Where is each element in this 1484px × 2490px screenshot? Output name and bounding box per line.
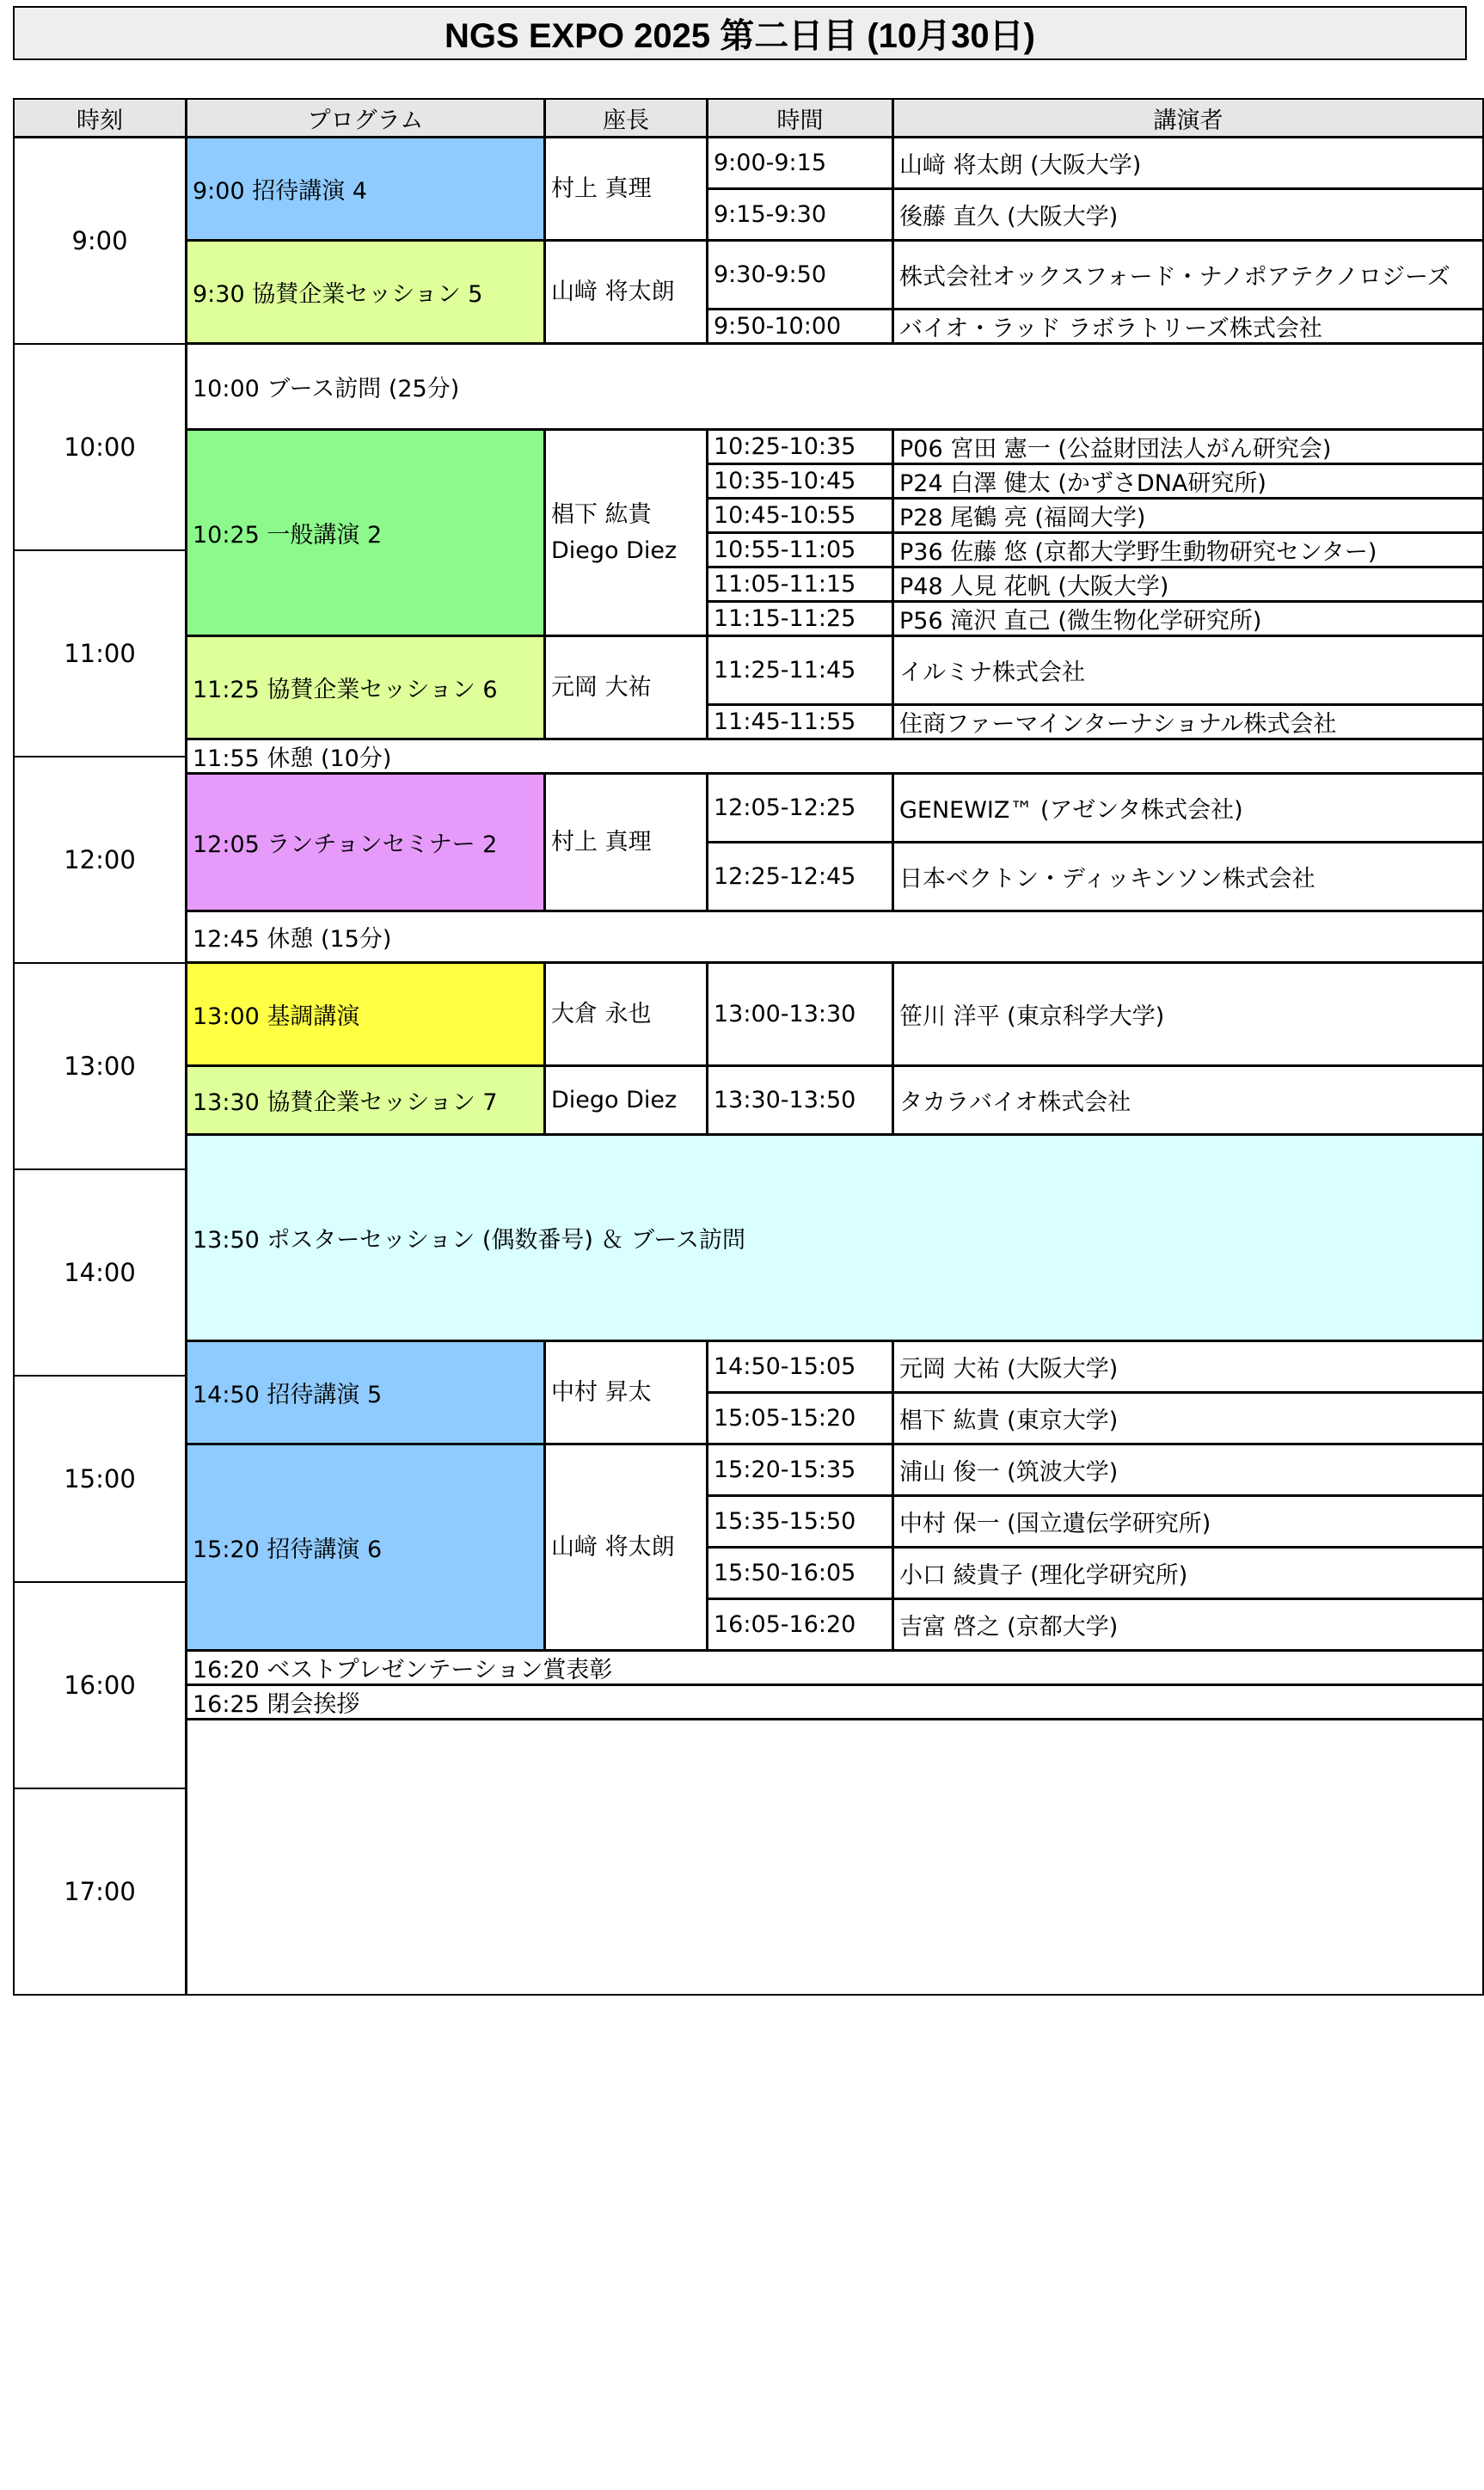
talk-time: 11:05-11:15 <box>707 567 893 602</box>
talk-speaker: P48 人見 花帆 (大阪大学) <box>892 567 1484 602</box>
header-slot: 時間 <box>707 98 893 138</box>
program-invited-lecture-6: 15:20 招待講演 6 <box>186 1444 545 1651</box>
talk-time: 9:15-9:30 <box>707 188 893 241</box>
talk-speaker: P24 白澤 健太 (かずさDNA研究所) <box>892 463 1484 499</box>
talk-time: 12:05-12:25 <box>707 773 893 843</box>
chair-name: 山﨑 将太朗 <box>551 278 675 305</box>
chair-name: 元岡 大祐 <box>551 673 652 701</box>
talk-time: 10:55-11:05 <box>707 532 893 567</box>
talk-speaker: 日本ベクトン・ディッキンソン株式会社 <box>892 842 1484 911</box>
hour-cell: 14:00 <box>13 1168 187 1377</box>
program-general-lecture-2: 10:25 一般講演 2 <box>186 429 545 636</box>
talk-time: 10:35-10:45 <box>707 463 893 499</box>
talk-speaker: 吉富 啓之 (京都大学) <box>892 1598 1484 1651</box>
page-title: NGS EXPO 2025 第二日目 (10月30日) <box>13 6 1467 60</box>
talk-time: 9:00-9:15 <box>707 137 893 189</box>
chair-name: 椙下 紘貴 <box>551 500 652 528</box>
chair-cell <box>544 137 708 241</box>
chair-name: 村上 真理 <box>551 828 652 856</box>
program-award-ceremony: 16:20 ベストプレゼンテーション賞表彰 <box>186 1650 1484 1685</box>
program-break: 12:45 休憩 (15分) <box>186 911 1484 963</box>
talk-speaker: 中村 保一 (国立遺伝学研究所) <box>892 1495 1484 1548</box>
program-sponsor-session-7: 13:30 協賛企業セッション 7 <box>186 1065 545 1135</box>
chair-cell <box>544 1340 708 1444</box>
header-program: プログラム <box>186 98 545 138</box>
talk-speaker: P06 宮田 憲一 (公益財団法人がん研究会) <box>892 429 1484 464</box>
talk-time: 10:45-10:55 <box>707 498 893 533</box>
talk-speaker: 椙下 紘貴 (東京大学) <box>892 1392 1484 1444</box>
program-invited-lecture-5: 14:50 招待講演 5 <box>186 1340 545 1444</box>
talk-time: 15:35-15:50 <box>707 1495 893 1548</box>
hour-cell: 10:00 <box>13 343 187 551</box>
talk-speaker: 小口 綾貴子 (理化学研究所) <box>892 1547 1484 1599</box>
talk-speaker: GENEWIZ™ (アゼンタ株式会社) <box>892 773 1484 843</box>
talk-speaker: イルミナ株式会社 <box>892 635 1484 705</box>
talk-time: 15:50-16:05 <box>707 1547 893 1599</box>
header-time: 時刻 <box>13 98 187 138</box>
header-chair: 座長 <box>544 98 708 138</box>
talk-time: 9:30-9:50 <box>707 240 893 310</box>
talk-speaker: P28 尾鶴 亮 (福岡大学) <box>892 498 1484 533</box>
talk-time: 15:20-15:35 <box>707 1444 893 1496</box>
talk-time: 15:05-15:20 <box>707 1392 893 1444</box>
program-poster-session: 13:50 ポスターセッション (偶数番号) ＆ ブース訪問 <box>186 1134 1484 1341</box>
chair-cell <box>544 240 708 344</box>
talk-speaker: 笹川 洋平 (東京科学大学) <box>892 962 1484 1066</box>
program-booth-visit: 10:00 ブース訪問 (25分) <box>186 343 1484 430</box>
hour-cell: 17:00 <box>13 1788 187 1996</box>
talk-time: 16:05-16:20 <box>707 1598 893 1651</box>
talk-time: 10:25-10:35 <box>707 429 893 464</box>
program-sponsor-session-5: 9:30 協賛企業セッション 5 <box>186 240 545 344</box>
chair-name: Diego Diez <box>551 1086 678 1113</box>
talk-time: 13:30-13:50 <box>707 1065 893 1135</box>
talk-time: 11:15-11:25 <box>707 601 893 636</box>
chair-name: Diego Diez <box>551 537 678 564</box>
talk-time: 9:50-10:00 <box>707 309 893 344</box>
talk-time: 12:25-12:45 <box>707 842 893 911</box>
program-keynote: 13:00 基調講演 <box>186 962 545 1066</box>
hour-cell: 16:00 <box>13 1581 187 1789</box>
talk-speaker: P36 佐藤 悠 (京都大学野生動物研究センター) <box>892 532 1484 567</box>
talk-speaker: 株式会社オックスフォード・ナノポアテクノロジーズ <box>892 240 1484 310</box>
talk-speaker: 元岡 大祐 (大阪大学) <box>892 1340 1484 1393</box>
program-luncheon-seminar-2: 12:05 ランチョンセミナー 2 <box>186 773 545 911</box>
program-sponsor-session-6: 11:25 協賛企業セッション 6 <box>186 635 545 739</box>
talk-time: 11:25-11:45 <box>707 635 893 705</box>
program-closing-remarks: 16:25 閉会挨拶 <box>186 1684 1484 1720</box>
chair-cell <box>544 773 708 911</box>
talk-speaker: P56 滝沢 直己 (微生物化学研究所) <box>892 601 1484 636</box>
talk-speaker: バイオ・ラッド ラボラトリーズ株式会社 <box>892 309 1484 344</box>
talk-speaker: タカラバイオ株式会社 <box>892 1065 1484 1135</box>
empty-slot <box>186 1719 1484 1996</box>
hour-cell: 12:00 <box>13 756 187 964</box>
chair-name: 村上 真理 <box>551 175 652 202</box>
hour-cell: 9:00 <box>13 137 187 345</box>
chair-cell <box>544 429 708 636</box>
chair-name: 大倉 永也 <box>551 1000 652 1027</box>
program-invited-lecture-4: 9:00 招待講演 4 <box>186 137 545 241</box>
talk-time: 11:45-11:55 <box>707 704 893 739</box>
talk-time: 14:50-15:05 <box>707 1340 893 1393</box>
hour-cell: 15:00 <box>13 1375 187 1583</box>
chair-name: 中村 昇太 <box>551 1378 652 1406</box>
talk-speaker: 住商ファーマインターナショナル株式会社 <box>892 704 1484 739</box>
hour-cell: 13:00 <box>13 962 187 1170</box>
header-speaker: 講演者 <box>892 98 1484 138</box>
chair-cell <box>544 1444 708 1651</box>
hour-cell: 11:00 <box>13 549 187 757</box>
talk-speaker: 山﨑 将太朗 (大阪大学) <box>892 137 1484 189</box>
talk-time: 13:00-13:30 <box>707 962 893 1066</box>
chair-cell <box>544 635 708 739</box>
chair-name: 山﨑 将太朗 <box>551 1533 675 1561</box>
talk-speaker: 浦山 俊一 (筑波大学) <box>892 1444 1484 1496</box>
talk-speaker: 後藤 直久 (大阪大学) <box>892 188 1484 241</box>
chair-cell <box>544 962 708 1066</box>
chair-cell <box>544 1065 708 1135</box>
program-break: 11:55 休憩 (10分) <box>186 739 1484 774</box>
